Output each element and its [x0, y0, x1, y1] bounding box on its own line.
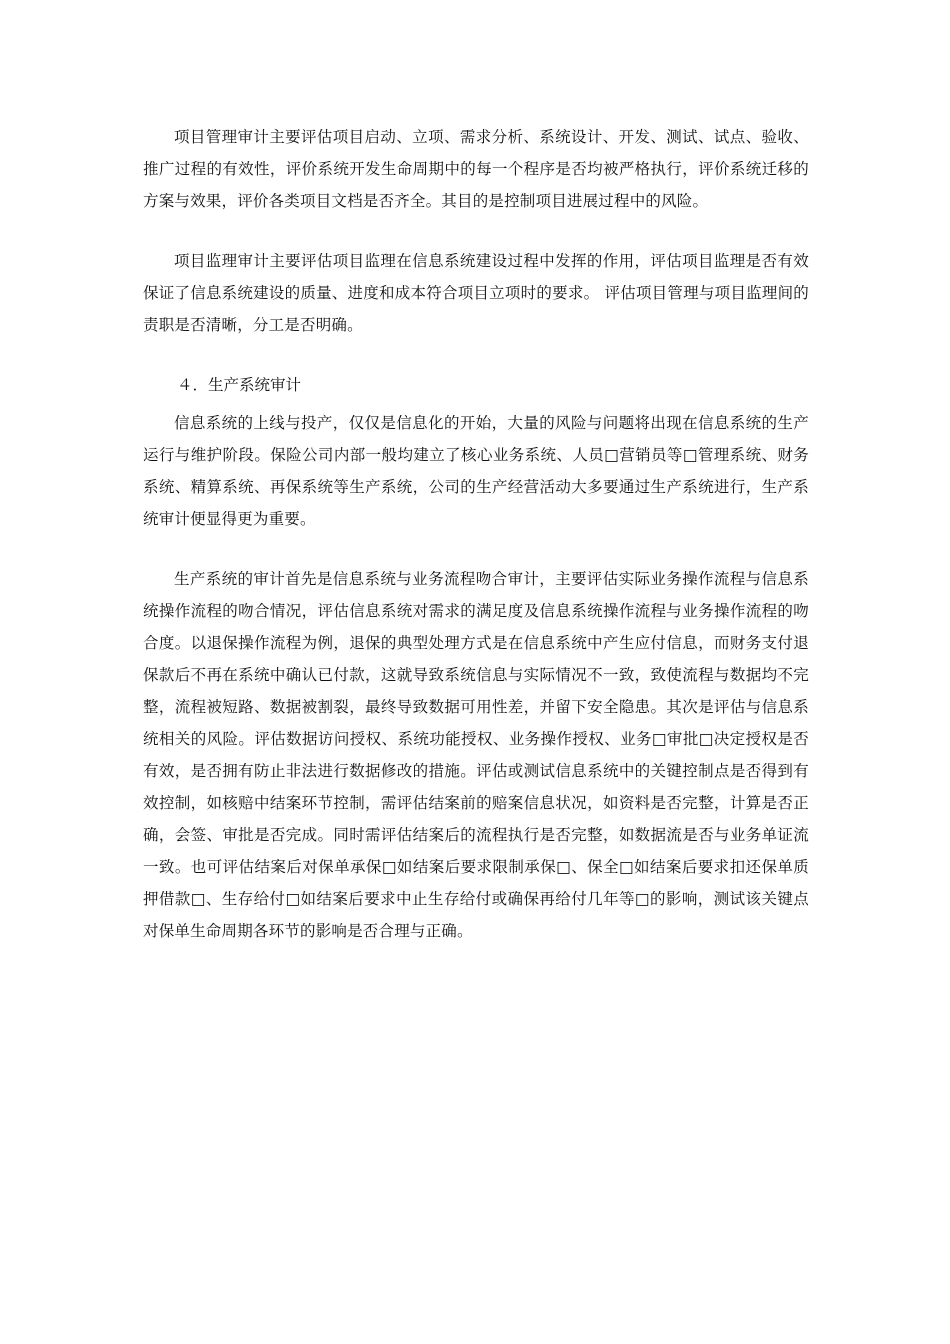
document-body	[143, 121, 809, 947]
paragraph-project-management-audit: 项目管理审计主要评估项目启动、立项、需求分析、系统设计、开发、测试、试点、验收、推广过程的有效性，评价系统开发生命周期中的每一个程序是否均被严格执行，评价系统迁移的方案与效果，评价各类项目文档是否齐全。其目的是控制项目进展过程中的风险。	[143, 128, 809, 210]
section-heading-production-system-audit: ４．生产系统审计	[177, 376, 302, 394]
paragraph-project-supervision-audit: 项目监理审计主要评估项目监理在信息系统建设过程中发挥的作用，评估项目监理是否有效保证了信息系统建设的质量、进度和成本符合项目立项时的要求。 评估项目管理与项目监理间的责职是否清晰，分工是否明确。	[143, 252, 809, 334]
paragraph-production-system-intro: 信息系统的上线与投产，仅仅是信息化的开始，大量的风险与问题将出现在信息系统的生产运行与维护阶段。保险公司内部一般均建立了核心业务系统、人员□营销员等□管理系统、财务系统、精算系统、再保系统等生产系统，公司的生产经营活动大多要通过生产系统进行，生产系统审计便显得更为重要。	[143, 414, 809, 528]
paragraph-production-system-details: 生产系统的审计首先是信息系统与业务流程吻合审计，主要评估实际业务操作流程与信息系统操作流程的吻合情况，评估信息系统对需求的满足度及信息系统操作流程与业务操作流程的吻合度。以退保操作流程为例，退保的典型处理方式是在信息系统中产生应付信息，而财务支付退保款后不再在系统中确认已付款，这就导致系统信息与实际情况不一致，致使流程与数据均不完整，流程被短路、数据被割裂，最终导致数据可用性差，并留下安全隐患。其次是评估与信息系统相关的风险。评估数据访问授权、系统功能授权、业务操作授权、业务□审批□决定授权是否有效，是否拥有防止非法进行数据修改的措施。评估或测试信息系统中的关键控制点是否得到有效控制，如核赔中结案环节控制，需评估结案前的赔案信息状况，如资料是否完整，计算是否正确，会签、审批是否完成。同时需评估结案后的流程执行是否完整，如数据流是否与业务单证流一致。也可评估结案后对保单承保□如结案后要求限制承保□、保全□如结案后要求扣还保单质押借款□、生存给付□如结案后要求中止生存给付或确保再给付几年等□的影响，测试该关键点对保单生命周期各环节的影响是否合理与正确。	[143, 570, 809, 940]
